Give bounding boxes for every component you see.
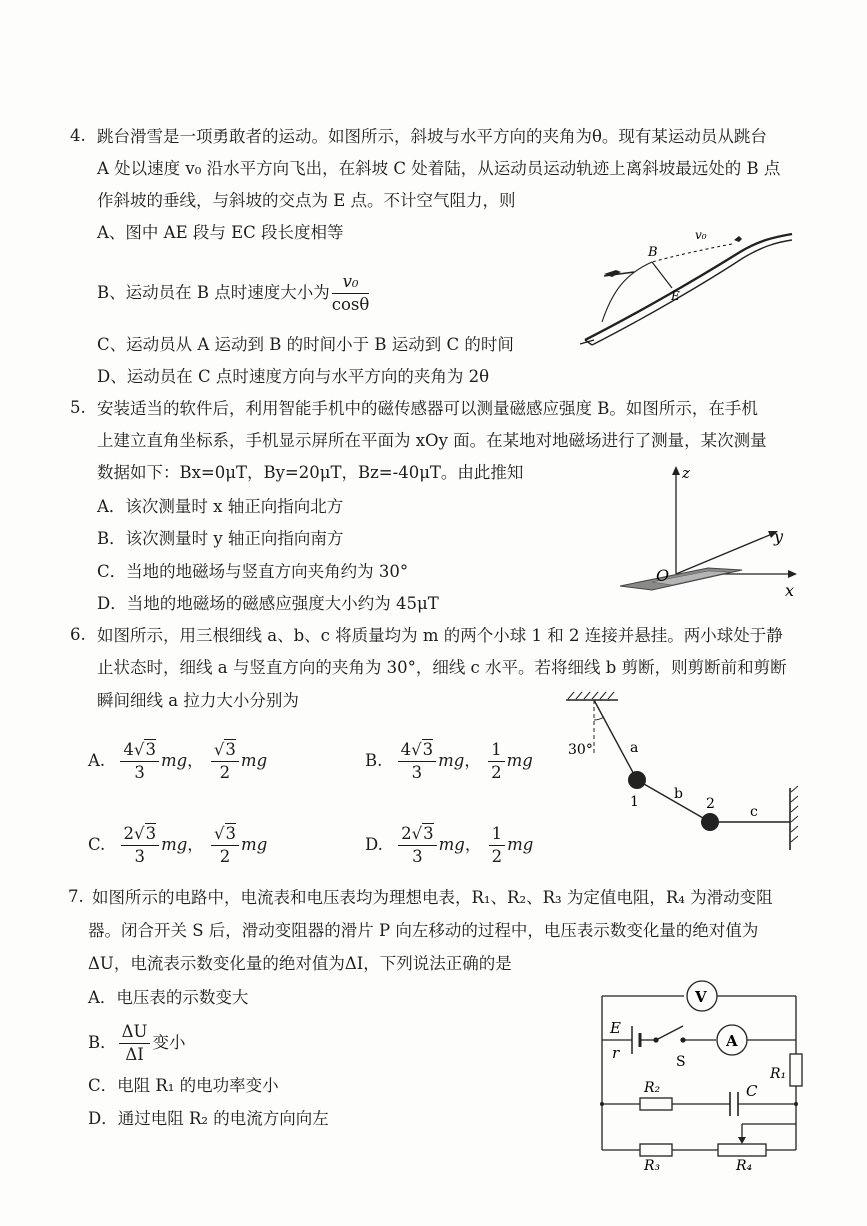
r1-label: R₁ [770,1066,787,1082]
q7-stem-line-2: 器。闭合开关 S 后，滑动变阻器的滑片 P 向左移动的过程中，电压表示数变化量的绝对值为 [88,921,759,940]
switch-label: S [676,1054,686,1070]
q6-option-d-label: D. [365,835,383,854]
q5-option-d: D．当地的地磁场的磁感应强度大小约为 45μT [97,594,439,613]
string-label-a: a [630,740,639,756]
q6-a-fraction-1: $\frac{4√3}{3}$ [120,739,159,784]
q5-stem-line-3: 数据如下：Bx=0μT，By=20μT，Bz=-40μT。由此推知 [97,463,524,482]
q6-number: 6. [70,625,86,644]
ski-jump-figure [570,222,800,352]
axis-label-z: z [682,464,690,482]
q5-number: 5. [70,398,86,417]
voltmeter-label: V [695,988,707,1006]
q4-number: 4. [70,126,86,145]
q6-option-c-label: C. [88,835,106,854]
q6-option-b: B. $\frac{4√3}{3}$ mg， $\frac{1}{2}$ mg [365,740,533,782]
q7-option-c: C．电阻 R₁ 的电功率变小 [88,1076,279,1095]
label-v0: v₀ [695,228,707,242]
q5-option-b: B．该次测量时 y 轴正向指向南方 [97,529,344,548]
circuit-figure [588,978,820,1172]
q6-stem-line-1: 如图所示，用三根细线 a、b、c 将质量均为 m 的两个小球 1 和 2 连接并悬挂。两小球处于静 [97,626,783,645]
q7-option-b: B． $\frac{\Delta U}{\Delta I}$ 变小 [88,1022,186,1064]
q5-option-a: A．该次测量时 x 轴正向指向北方 [97,497,344,516]
q6-d-fraction-1: $\frac{2√3}{3}$ [398,823,437,868]
axis-label-x: x [785,581,795,600]
q7-stem-line-3: ΔU，电流表示数变化量的绝对值为ΔI，下列说法正确的是 [88,954,512,973]
q6-b-fraction-1: $\frac{4√3}{3}$ [398,739,437,784]
emf-label: E [610,1019,621,1037]
angle-label: 30° [568,742,593,758]
q6-stem-line-2: 止状态时，细线 a 与竖直方向的夹角为 30°，细线 c 水平。若将细线 b 剪断，则剪断前和剪断 [97,658,787,677]
q6-a-fraction-2: $\frac{√3}{2}$ [211,739,239,784]
q6-option-a-label: A. [88,751,106,770]
ball-2 [701,813,719,831]
q4-stem-line-2: A 处以速度 v₀ 沿水平方向飞出，在斜坡 C 处着陆，从运动员运动轨迹上离斜坡最远处的 B 点 [97,159,781,178]
q7-option-d: D．通过电阻 R₂ 的电流方向向左 [88,1109,329,1128]
q6-option-b-label: B. [365,751,383,770]
q7-option-b-fraction: $\frac{\Delta U}{\Delta I}$ [119,1021,151,1066]
q4-option-a: A、图中 AE 段与 EC 段长度相等 [97,223,344,242]
q6-c-fraction-2: $\frac{√3}{2}$ [211,823,239,868]
ammeter-label: A [726,1032,738,1050]
q4-option-b-text: B、运动员在 B 点时速度大小为 [97,283,330,302]
internal-resistance-label: r [612,1044,620,1062]
ball-label-1: 1 [630,794,639,810]
q6-option-d: D. $\frac{2√3}{3}$ mg， $\frac{1}{2}$ mg [365,824,534,866]
q4-option-b [97,268,371,318]
q7-option-a: A．电压表的示数变大 [88,988,249,1007]
q6-option-a: A. $\frac{4√3}{3}$ mg， $\frac{√3}{2}$ mg [88,740,268,782]
q5-stem-line-2: 上建立直角坐标系，手机显示屏所在平面为 xOy 面。在某地对地磁场进行了测量，某次测量 [97,431,767,450]
ball-label-2: 2 [706,796,715,812]
r4-label: R₄ [736,1158,753,1172]
label-e: E [671,289,680,303]
q6-d-fraction-2: $\frac{1}{2}$ [489,823,506,868]
q6-option-c: C. $\frac{2√3}{3}$ mg， $\frac{√3}{2}$ mg [88,824,268,866]
capacitor-label: C [746,1082,758,1100]
q4-option-b-fraction [332,271,370,316]
ball-1 [628,771,646,789]
q4-option-d: D、运动员在 C 点时速度方向与水平方向的夹角为 2θ [97,367,490,386]
q4-stem-line-3: 作斜坡的垂线，与斜坡的交点为 E 点。不计空气阻力，则 [97,191,516,210]
q5-option-c: C．当地的地磁场与竖直方向夹角约为 30° [97,562,409,581]
hanging-balls-figure [562,690,802,855]
string-label-b: b [674,786,683,802]
q4-fraction-denominator: cosθ [331,295,370,314]
magnetometer-axes-figure [612,458,817,603]
q4-fraction-numerator: v₀ [332,271,370,294]
q6-c-fraction-1: $\frac{2√3}{3}$ [121,823,160,868]
q7-number: 7. [68,887,84,906]
q4-stem-line-1: 跳台滑雪是一项勇敢者的运动。如图所示，斜坡与水平方向的夹角为θ。现有某运动员从跳台 [97,127,767,146]
r3-label: R₃ [644,1158,661,1172]
r2-label: R₂ [644,1080,661,1096]
origin-label-o: O [656,566,670,585]
q6-stem-line-3: 瞬间细线 a 拉力大小分别为 [97,691,299,710]
label-b: B [648,245,658,260]
q5-stem-line-1: 安装适当的软件后，利用智能手机中的磁传感器可以测量磁感应强度 B。如图所示，在手机 [97,399,758,418]
q7-stem-line-1: 如图所示的电路中，电流表和电压表均为理想电表，R₁、R₂、R₃ 为定值电阻，R₄ 为滑动变阻 [92,888,773,907]
q6-b-fraction-2: $\frac{1}{2}$ [488,739,505,784]
q4-option-c: C、运动员从 A 运动到 B 的时间小于 B 运动到 C 的时间 [97,335,514,354]
axis-label-y: y [774,527,784,546]
string-label-c: c [750,804,758,820]
